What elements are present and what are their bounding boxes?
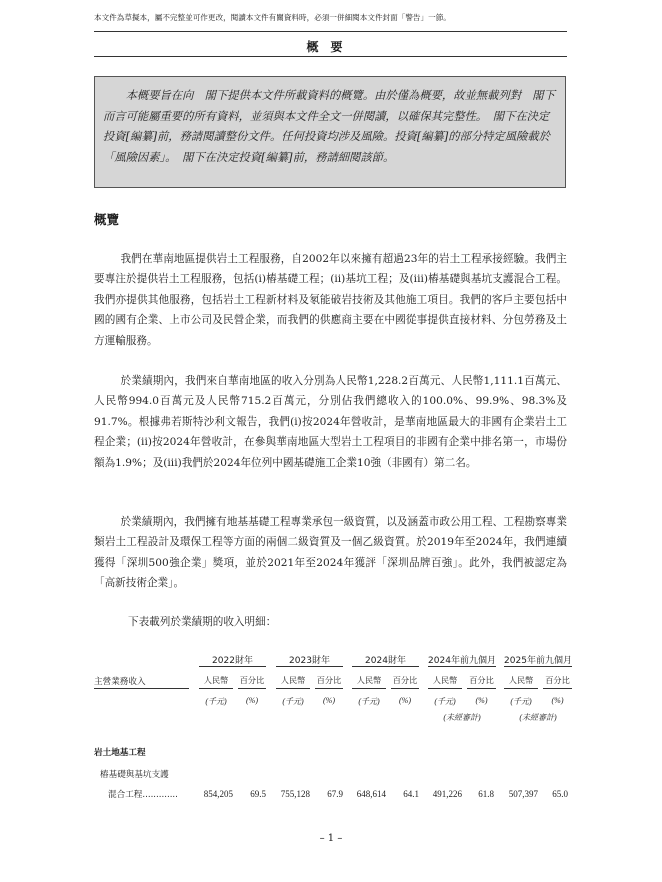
category-label: 岩土地基工程 bbox=[94, 748, 146, 758]
value-2023-rmb: 755,128 bbox=[280, 789, 310, 799]
page-number: – 1 – bbox=[319, 833, 343, 844]
col-header-pct: 百分比 bbox=[316, 675, 342, 685]
period-rule bbox=[352, 666, 419, 667]
col-header-rmb: 人民幣 bbox=[203, 675, 229, 685]
col-rule bbox=[543, 688, 572, 689]
unit-rmb: (千元) bbox=[510, 697, 532, 706]
unaudited-note-2025: (未經審計) bbox=[519, 713, 557, 722]
row-label-line-2: 混合工程............. bbox=[108, 790, 178, 800]
row-label-line-1: 樁基礎與基坑支護 bbox=[100, 770, 169, 780]
col-rule bbox=[276, 688, 310, 689]
unit-rmb: (千元) bbox=[282, 697, 304, 706]
period-header-2024: 2024財年 bbox=[365, 656, 406, 666]
overview-paragraph-3 bbox=[94, 512, 567, 594]
value-2024-pct: 64.1 bbox=[403, 789, 419, 799]
col-header-rmb: 人民幣 bbox=[432, 675, 458, 685]
overview-paragraph-2-text: 於業績期內，我們來自華南地區的收入分別為人民幣1,228.2百萬元、人民幣1,111.1百萬元、人民幣994.0百萬元及人民幣715.2百萬元，分別佔我們總收入的100.0%、99.9%、98.3%及91.7%。根據弗若斯特沙利文報告，我們(i)按2024年營收計，是華南地區最大的非國有企業岩土工程企業；(ii)按2024年營收計，在參與華南地區大型岩土工程項目的非國有企業中排名第一，市場份額為1.9%；及(iii)我們於2024年位列中國基礎施工企業10強（非國有）第二名。 bbox=[94, 375, 567, 469]
overview-heading: 概覽 bbox=[94, 212, 120, 227]
value-2022-rmb: 854,205 bbox=[203, 789, 233, 799]
col-header-pct: 百分比 bbox=[469, 675, 494, 685]
col-header-pct: 百分比 bbox=[239, 675, 265, 685]
col-header-rmb: 人民幣 bbox=[508, 675, 534, 685]
unit-rmb: (千元) bbox=[434, 697, 456, 706]
value-2024-9m-pct: 61.8 bbox=[478, 789, 494, 799]
col-rule bbox=[315, 688, 343, 689]
period-header-2023: 2023財年 bbox=[289, 656, 330, 666]
value-2024-9m-rmb: 491,226 bbox=[432, 789, 462, 799]
row-header-rule bbox=[94, 688, 189, 689]
col-rule bbox=[238, 688, 266, 689]
unit-pct: (%) bbox=[551, 696, 564, 705]
period-rule bbox=[199, 666, 266, 667]
col-rule bbox=[199, 688, 233, 689]
value-2022-pct: 69.5 bbox=[250, 789, 266, 799]
col-header-pct: 百分比 bbox=[392, 675, 418, 685]
col-rule bbox=[467, 688, 496, 689]
header-rule-top bbox=[94, 31, 567, 32]
overview-paragraph-1-text: 我們在華南地區提供岩土工程服務，自2002年以來擁有超過23年的岩土工程承接經驗。我們主要專注於提供岩土工程服務，包括(i)樁基礎工程；(ii)基坑工程；及(iii)樁基礎與基坑支護混合工程。我們亦提供其他服務，包括岩土工程新材料及氡能破岩技術及其他施工項目。我們的客戶主要包括中國的國有企業、上市公司及民營企業，而我們的供應商主要在中國從事提供直接材料、分包勞務及土方運輸服務。 bbox=[94, 253, 567, 347]
period-header-2025-9m: 2025年前九個月 bbox=[504, 656, 572, 666]
disclaimer-text: 本概要旨在向 閣下提供本文件所載資料的概覽。由於僅為概要，故並無載列對 閣下而言可能屬重要的所有資料，並須與本文件全文一併閱讀，以確保其完整性。 閣下在決定投資[編纂]前，務請閱讀整份文件。任何投資均涉及風險。投資[編纂]的部分特定風險載於「風險因素」。 閣下在決定投資[編纂]前，務請細閱該節。 bbox=[103, 89, 555, 164]
period-rule bbox=[504, 666, 572, 667]
col-header-pct: 百分比 bbox=[545, 675, 570, 685]
col-rule bbox=[504, 688, 538, 689]
header-rule-bottom bbox=[94, 56, 567, 57]
col-rule bbox=[428, 688, 462, 689]
summary-disclaimer-box bbox=[94, 76, 566, 188]
col-rule bbox=[391, 688, 419, 689]
value-2024-rmb: 648,614 bbox=[356, 789, 386, 799]
value-2025-9m-pct: 65.0 bbox=[552, 789, 568, 799]
unit-pct: (%) bbox=[399, 696, 411, 705]
unit-rmb: (千元) bbox=[205, 697, 227, 706]
value-2025-9m-rmb: 507,397 bbox=[508, 789, 538, 799]
period-header-2024-9m: 2024年前九個月 bbox=[428, 656, 496, 666]
unaudited-note-2024: (未經審計) bbox=[443, 713, 481, 722]
overview-paragraph-1 bbox=[94, 249, 567, 351]
period-rule bbox=[428, 666, 496, 667]
overview-paragraph-2 bbox=[94, 371, 567, 473]
unit-rmb: (千元) bbox=[358, 697, 380, 706]
unit-pct: (%) bbox=[323, 696, 335, 705]
col-header-rmb: 人民幣 bbox=[280, 675, 306, 685]
col-rule bbox=[352, 688, 386, 689]
row-header-main-revenue: 主營業務收入 bbox=[94, 677, 146, 687]
period-rule bbox=[276, 666, 343, 667]
period-header-2022: 2022財年 bbox=[212, 656, 253, 666]
table-intro: 下表載列於業績期的收入明細： bbox=[128, 616, 277, 628]
unit-pct: (%) bbox=[475, 696, 488, 705]
overview-paragraph-3-text: 於業績期內，我們擁有地基基礎工程專業承包一級資質，以及涵蓋市政公用工程、工程勘察專業類岩土工程設計及環保工程等方面的兩個二級資質及一個乙級資質。於2019年至2024年，我們連續獲得「深圳500強企業」獎項，並於2021年至2024年獲評「深圳品牌百強」。此外，我們被認定為「高新技術企業」。 bbox=[94, 516, 567, 590]
value-2023-pct: 67.9 bbox=[327, 789, 343, 799]
unit-pct: (%) bbox=[246, 696, 258, 705]
section-title: 概要 bbox=[306, 40, 355, 54]
draft-notice: 本文件為草擬本，屬不完整並可作更改，閱讀本文件有關資料時，必須一併細閱本文件封面「警告」一節。 bbox=[94, 13, 451, 22]
col-header-rmb: 人民幣 bbox=[356, 675, 382, 685]
